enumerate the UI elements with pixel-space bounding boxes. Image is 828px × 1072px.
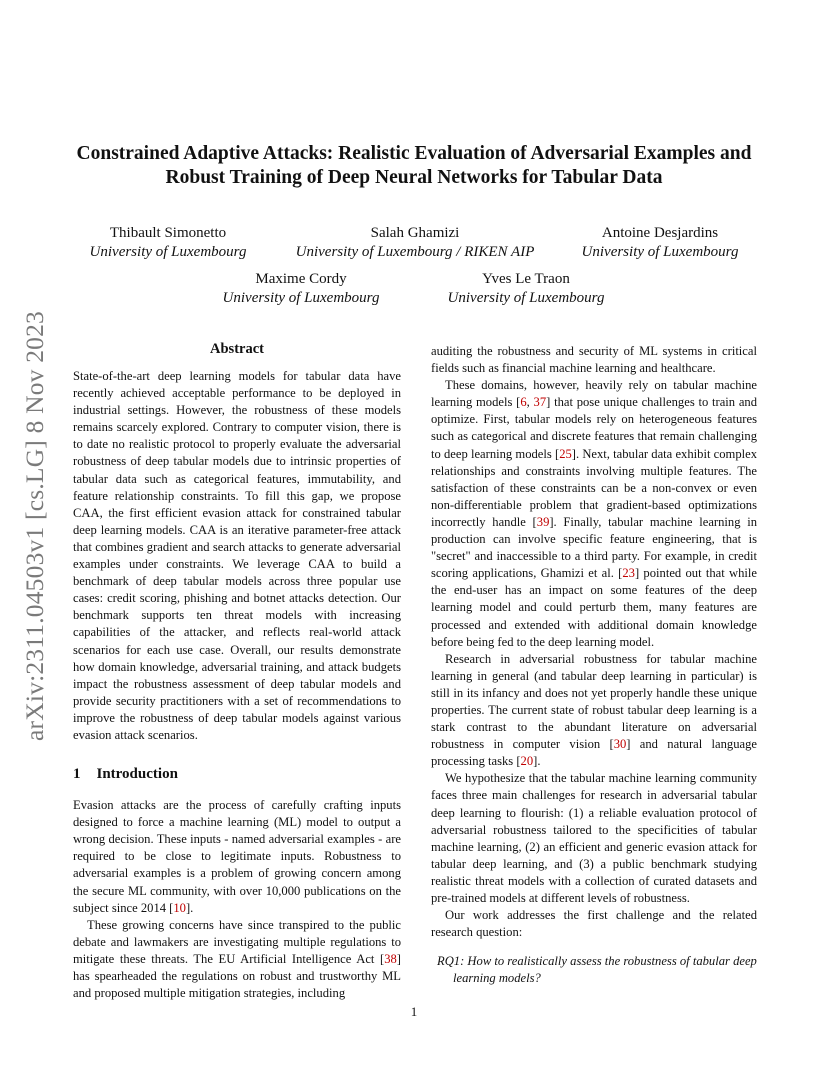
citation-link[interactable]: 38	[384, 951, 397, 966]
author-affiliation: University of Luxembourg	[89, 244, 247, 260]
section-number: 1	[73, 766, 81, 783]
author-name: Maxime Cordy	[255, 271, 347, 287]
author-block	[216, 270, 386, 308]
paper-title	[60, 142, 768, 190]
arxiv-stamp-text: arXiv:2311.04503v1 [cs.LG] 8 Nov 2023	[20, 311, 49, 741]
intro-paragraph: Evasion attacks are the process of carefully crafting inputs designed to force a machine learning (ML) model to output a wrong decision. These inputs - named adversarial examples - are required to be close to legitimate inputs. Robustness to adversarial examples is a problem of growing concern among the secure ML community, with over 10,000 publications on the subject since 2014 [10].	[73, 798, 401, 915]
author-block	[440, 270, 612, 308]
citation-link[interactable]: 37	[533, 395, 547, 410]
left-column	[73, 340, 401, 1002]
author-name: Antoine Desjardins	[601, 225, 719, 241]
citation-link[interactable]: 30	[613, 737, 627, 752]
intro-paragraph-continued: auditing the robustness and security of ML systems in critical fields such as financial machine learning and healthcare.	[431, 344, 757, 376]
intro-paragraph: Research in adversarial robustness for tabular machine learning in general (and tabular deep learning in particular) is still in its infancy and does not yet properly handle these unique properties. The current state of robust tabular deep learning is a stark contrast to the abundant literature on adversarial robustness in computer vision [30] and natural language processing tasks [20].	[431, 651, 757, 769]
author-affiliation: University of Luxembourg	[447, 290, 605, 306]
author-name: Thibault Simonetto	[109, 225, 227, 241]
author-name: Salah Ghamizi	[370, 225, 460, 241]
title-line-2: Robust Training of Deep Neural Networks for Tabular Data	[165, 167, 663, 188]
section-title: Introduction	[96, 766, 178, 783]
citation-link[interactable]: 6	[520, 395, 527, 410]
page-number: 1	[410, 1004, 418, 1019]
arxiv-identifier-stamp	[10, 288, 60, 764]
author-affiliation: University of Luxembourg	[581, 244, 739, 260]
citation-link[interactable]: 10	[173, 900, 186, 915]
title-line-1: Constrained Adaptive Attacks: Realistic Evaluation of Adversarial Examples and	[76, 143, 752, 164]
author-affiliation: University of Luxembourg	[222, 290, 380, 306]
right-column	[431, 343, 757, 987]
citation-link[interactable]: 23	[622, 566, 635, 581]
citation-link[interactable]: 39	[536, 514, 550, 529]
author-affiliation: University of Luxembourg / RIKEN AIP	[295, 244, 535, 260]
author-block	[84, 224, 252, 262]
abstract-heading: Abstract	[210, 341, 264, 357]
citation-link[interactable]: 20	[520, 754, 534, 769]
citation-link[interactable]: 25	[559, 446, 572, 461]
author-block	[574, 224, 746, 262]
intro-paragraph: These growing concerns have since transpired to the public debate and lawmakers are investigating multiple regulations to mitigate these threats. The EU Artificial Intelligence Act [38] has spearheaded the regulations on robust and trustworthy ML and proposed multiple mitigation strategies, including	[73, 917, 401, 1001]
intro-paragraph: We hypothesize that the tabular machine learning community faces three main challenges for research in adversarial tabular deep learning to flourish: (1) a reliable evaluation protocol of adversarial robustness tailored to the specificities of tabular machine learning, (2) an efficient and generic evasion attack for tabular deep learning, and (3) a public benchmark studying realistic threat models with a collection of curated datasets and pre-trained models at different levels of robustness.	[431, 771, 757, 905]
author-name: Yves Le Traon	[482, 271, 570, 287]
intro-paragraph: Our work addresses the first challenge and the related research question:	[431, 908, 757, 940]
intro-paragraph: These domains, however, heavily rely on tabular machine learning models [6, 37] that pose unique challenges to train and optimize. First, tabular models rely on heterogeneous features such as categorical and discrete features that remain challenging to deep learning models [25]. Next, tabular data exhibit complex relationships and constraints involving multiple features. The satisfaction of these constraints can be a non-convex or even non-differentiable problem that gradient-based optimizations incorrectly handle [39]. Finally, tabular machine learning in production can involve specific feature engineering, that is "secret" and inaccessible to a third party. For example, in credit scoring applications, Ghamizi et al. [23] pointed out that while the end-user has an impact on some features of the deep learning model and could perturb them, many features are processed and extended with additional domain knowledge before being fed to the deep learning model.	[431, 378, 758, 649]
abstract-text: State-of-the-art deep learning models for tabular data have recently achieved acceptable performance to be deployed in industrial settings. However, the robustness of these models remains scarcely explored. Contrary to computer vision, there is to date no realistic protocol to properly evaluate the adversarial robustness of deep tabular models due to intrinsic properties of tabular data such as categorical features, immutability, and feature relationship constraints. To fill this gap, we propose CAA, the first efficient evasion attack for constrained tabular deep learning models. CAA is an iterative parameter-free attack that combines gradient and search attacks to generate adversarial examples under constraints. We leverage CAA to build a benchmark of deep tabular models across three popular use cases: credit scoring, phishing and botnet attacks detection. Our benchmark supports ten threat models with increasing capabilities of the attacker, and reflects real-world attack scenarios for each use case. Overall, our results demonstrate how domain knowledge, adversarial training, and attack budgets impact the robustness assessment of deep tabular models and provide security practitioners with a set of recommendations to improve the robustness of deep tabular models against various evasion attack scenarios.	[73, 369, 401, 742]
research-question: RQ1: How to realistically assess the robustness of tabular deep learning models?	[437, 954, 757, 986]
author-block	[285, 224, 545, 262]
section-heading-introduction	[73, 765, 401, 783]
